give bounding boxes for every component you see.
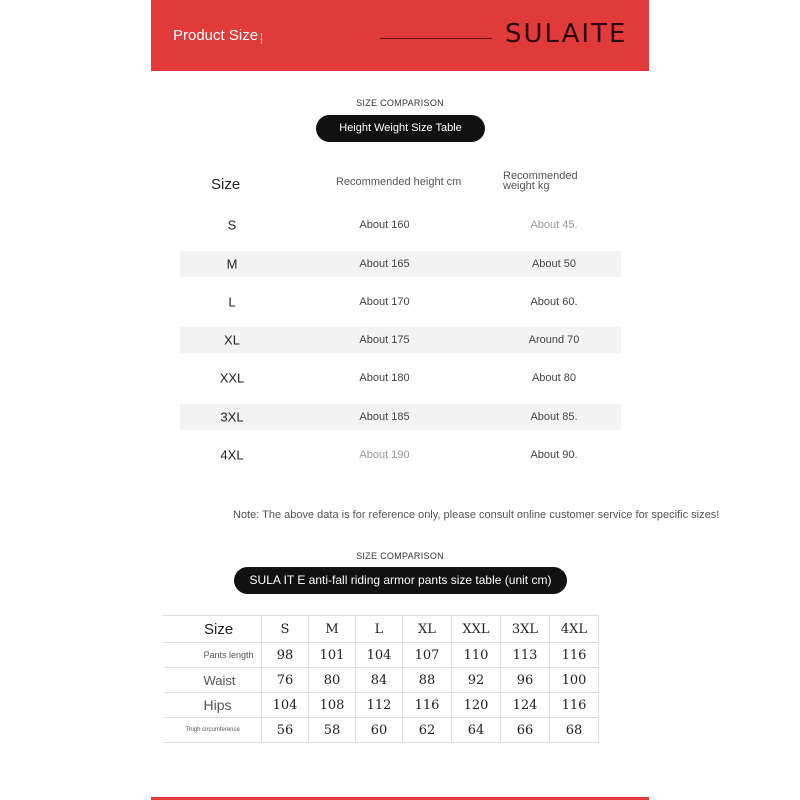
header-weight: Recommended weight kg — [503, 170, 578, 192]
value-cell: 58 — [309, 718, 356, 743]
value-cell: 66 — [501, 718, 550, 743]
value-cell: 84 — [356, 668, 403, 693]
table-row — [164, 668, 599, 693]
value-cell: 62 — [403, 718, 452, 743]
value-cell: 68 — [550, 718, 599, 743]
table-row — [164, 718, 599, 743]
row-label: Waist — [164, 668, 262, 693]
weight-cell: About 80 — [531, 372, 577, 385]
value-cell: 98 — [262, 643, 309, 668]
reference-note: Note: The above data is for reference only, please consult online customer service for specific sizes! — [233, 509, 720, 521]
header-cell: 4XL — [550, 616, 599, 643]
value-cell: 116 — [550, 693, 599, 718]
height-cell: About 165 — [359, 257, 410, 270]
value-cell: 107 — [403, 643, 452, 668]
weight-cell: About 90. — [530, 448, 578, 461]
header-size: Size — [211, 176, 241, 193]
size-cell: XL — [224, 332, 240, 348]
table-row — [180, 404, 621, 430]
height-cell: About 190 — [359, 448, 410, 461]
height-cell: About 160 — [359, 219, 410, 232]
size-cell: 4XL — [220, 447, 244, 463]
pants-size-pill: SULA IT E anti-fall riding armor pants size table (unit cm) — [234, 567, 567, 594]
product-size-title: Product Size — [173, 27, 259, 44]
value-cell: 76 — [262, 668, 309, 693]
weight-cell: About 45. — [530, 219, 578, 232]
value-cell: 104 — [262, 693, 309, 718]
table-row — [180, 359, 621, 398]
table-header — [180, 166, 621, 206]
value-cell: 113 — [501, 643, 550, 668]
weight-cell: Around 70 — [528, 334, 580, 346]
value-cell: 80 — [309, 668, 356, 693]
value-cell: 112 — [356, 693, 403, 718]
value-cell: 88 — [403, 668, 452, 693]
value-cell: 100 — [550, 668, 599, 693]
table-row — [180, 327, 621, 353]
height-cell: About 180 — [359, 372, 410, 385]
header-banner — [151, 0, 649, 71]
height-cell: About 175 — [359, 334, 410, 346]
height-cell: About 170 — [359, 295, 410, 308]
table-row — [180, 251, 621, 277]
value-cell: 56 — [262, 718, 309, 743]
header-cell: 3XL — [501, 616, 550, 643]
size-comparison-label: SIZE COMPARISON — [356, 98, 444, 108]
height-weight-table — [180, 166, 621, 474]
value-cell: 96 — [501, 668, 550, 693]
weight-cell: About 60. — [530, 295, 578, 308]
header-cell: XXL — [452, 616, 501, 643]
value-cell: 116 — [550, 643, 599, 668]
height-cell: About 185 — [359, 410, 410, 423]
weight-cell: About 50 — [531, 257, 577, 270]
table-row — [164, 643, 599, 668]
row-label: Thigh circumference — [164, 718, 262, 743]
value-cell: 64 — [452, 718, 501, 743]
brand-logo: SULAITE — [505, 19, 628, 49]
header-cell: S — [262, 616, 309, 643]
header-cell: L — [356, 616, 403, 643]
table-row — [180, 436, 621, 475]
value-cell: 92 — [452, 668, 501, 693]
size-cell: M — [226, 256, 238, 271]
header-height: Recommended height cm — [336, 176, 462, 188]
size-cell: S — [227, 217, 237, 233]
value-cell: 101 — [309, 643, 356, 668]
value-cell: 120 — [452, 693, 501, 718]
divider-mark — [261, 33, 262, 44]
table-row — [180, 283, 621, 322]
table-row — [180, 206, 621, 245]
row-label: Hips — [164, 693, 262, 718]
header-size: Size — [164, 616, 262, 643]
size-comparison-label: SIZE COMPARISON — [356, 551, 444, 561]
weight-cell: About 85. — [530, 410, 578, 423]
row-label: Pants length — [164, 643, 262, 668]
value-cell: 124 — [501, 693, 550, 718]
header-cell: M — [309, 616, 356, 643]
value-cell: 104 — [356, 643, 403, 668]
value-cell: 108 — [309, 693, 356, 718]
header-cell: XL — [403, 616, 452, 643]
height-weight-pill: Height Weight Size Table — [316, 115, 485, 142]
size-cell: XXL — [219, 370, 245, 386]
value-cell: 60 — [356, 718, 403, 743]
divider-line — [380, 38, 492, 39]
size-cell: L — [228, 294, 236, 310]
pants-size-table — [163, 615, 599, 743]
table-header-row — [164, 616, 599, 643]
value-cell: 116 — [403, 693, 452, 718]
table-row — [164, 693, 599, 718]
size-cell: 3XL — [220, 409, 244, 424]
value-cell: 110 — [452, 643, 501, 668]
